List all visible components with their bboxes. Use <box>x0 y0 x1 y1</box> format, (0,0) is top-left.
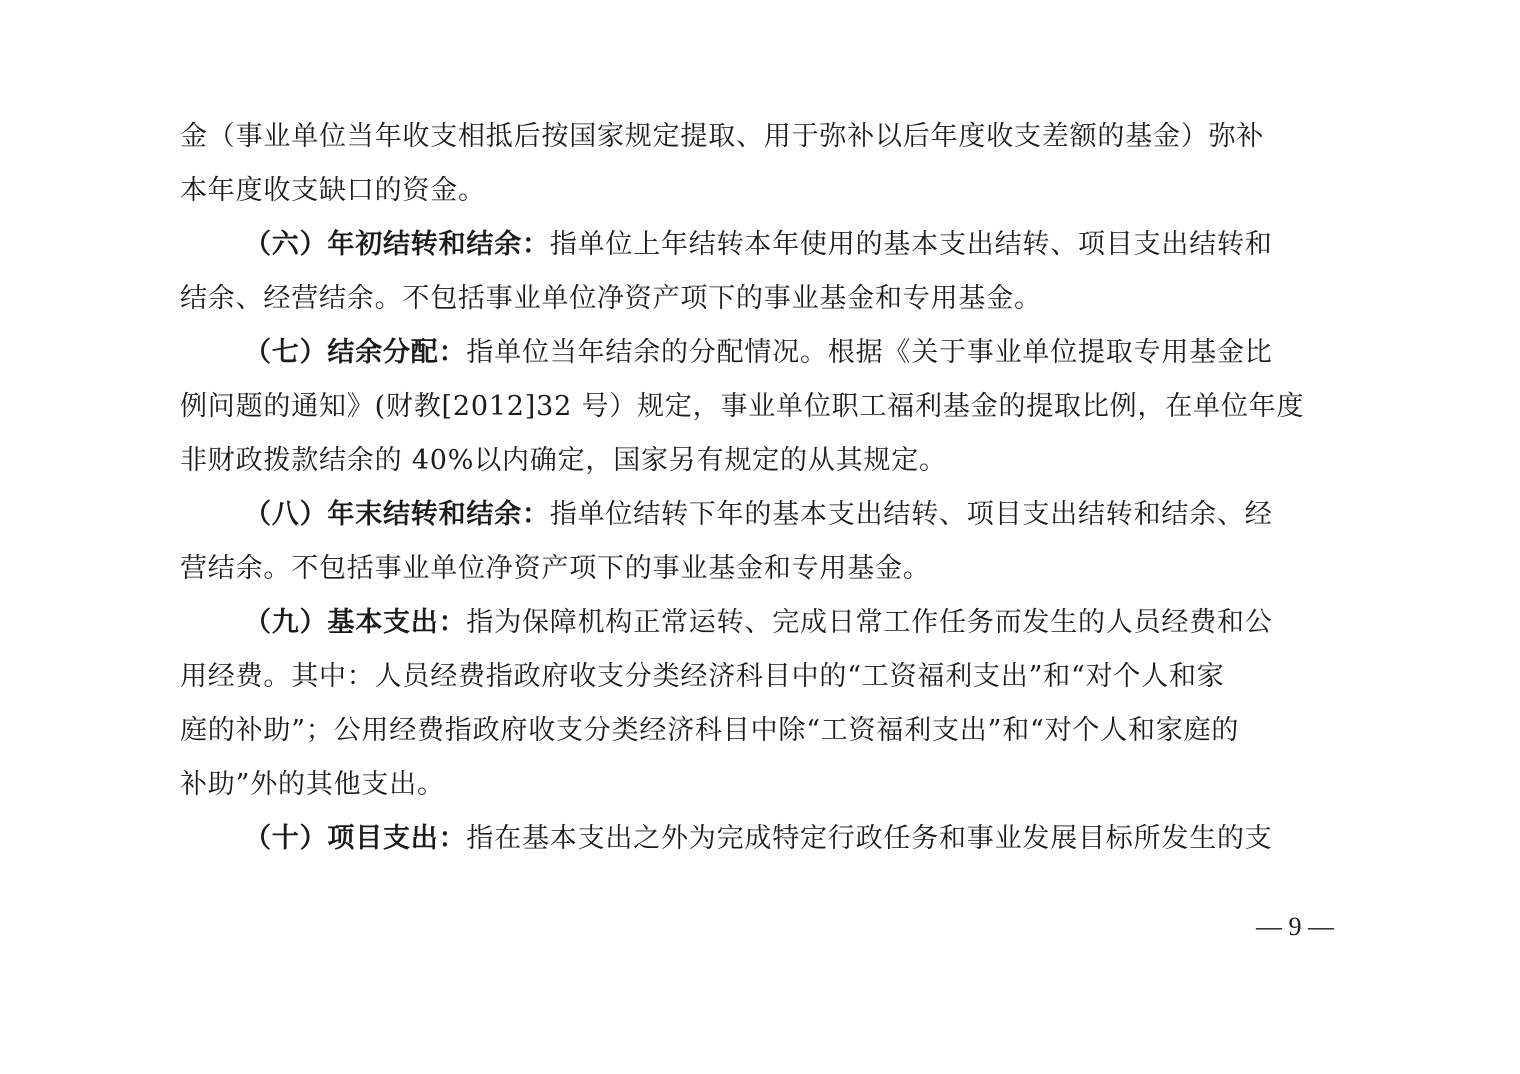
line-text: 补助”外的其他支出。 <box>180 769 445 800</box>
text-line <box>180 380 1310 434</box>
line-text: 结余、经营结余。不包括事业单位净资产项下的事业基金和专用基金。 <box>180 283 1042 314</box>
paragraph-first-line-6 <box>180 218 1310 272</box>
text-line <box>180 110 1310 164</box>
text-line <box>180 434 1310 488</box>
line-text: 金（事业单位当年收支相抵后按国家规定提取、用于弥补以后年度收支差额的基金）弥补 <box>180 121 1265 152</box>
text-line <box>180 164 1310 218</box>
text-line <box>180 542 1310 596</box>
line-text: 指单位上年结转本年使用的基本支出结转、项目支出结转和 <box>549 229 1273 260</box>
page-number: — 9 — <box>1256 912 1334 941</box>
paragraph-first-line-10 <box>180 812 1310 866</box>
line-text: 营结余。不包括事业单位净资产项下的事业基金和专用基金。 <box>180 553 931 584</box>
text-line <box>180 650 1310 704</box>
term-heading: （六）年初结转和结余： <box>244 229 550 260</box>
term-heading: （八）年末结转和结余： <box>244 499 550 530</box>
line-text: 指单位当年结余的分配情况。根据《关于事业单位提取专用基金比 <box>466 337 1273 368</box>
paragraph-first-line-8 <box>180 488 1310 542</box>
text-line <box>180 704 1310 758</box>
line-text: 指单位结转下年的基本支出结转、项目支出结转和结余、经 <box>549 499 1273 530</box>
line-text: 例问题的通知》(财教[2012]32 号）规定，事业单位职工福利基金的提取比例，在单位年度 <box>180 391 1305 422</box>
body-text <box>180 110 1310 866</box>
line-text: 非财政拨款结余的 40%以内确定，国家另有规定的从其规定。 <box>180 445 947 476</box>
line-text: 指在基本支出之外为完成特定行政任务和事业发展目标所发生的支 <box>466 823 1273 854</box>
term-heading: （七）结余分配： <box>244 337 467 368</box>
line-text: 庭的补助”；公用经费指政府收支分类经济科目中除“工资福利支出”和“对个人和家庭的 <box>180 715 1240 746</box>
term-heading: （九）基本支出： <box>244 607 467 638</box>
paragraph-first-line-9 <box>180 596 1310 650</box>
line-text: 用经费。其中：人员经费指政府收支分类经济科目中的“工资福利支出”和“对个人和家 <box>180 661 1225 692</box>
line-text: 本年度收支缺口的资金。 <box>180 175 486 206</box>
paragraph-first-line-7 <box>180 326 1310 380</box>
text-line <box>180 272 1310 326</box>
line-text: 指为保障机构正常运转、完成日常工作任务而发生的人员经费和公 <box>466 607 1273 638</box>
term-heading: （十）项目支出： <box>244 823 467 854</box>
text-line <box>180 758 1310 812</box>
